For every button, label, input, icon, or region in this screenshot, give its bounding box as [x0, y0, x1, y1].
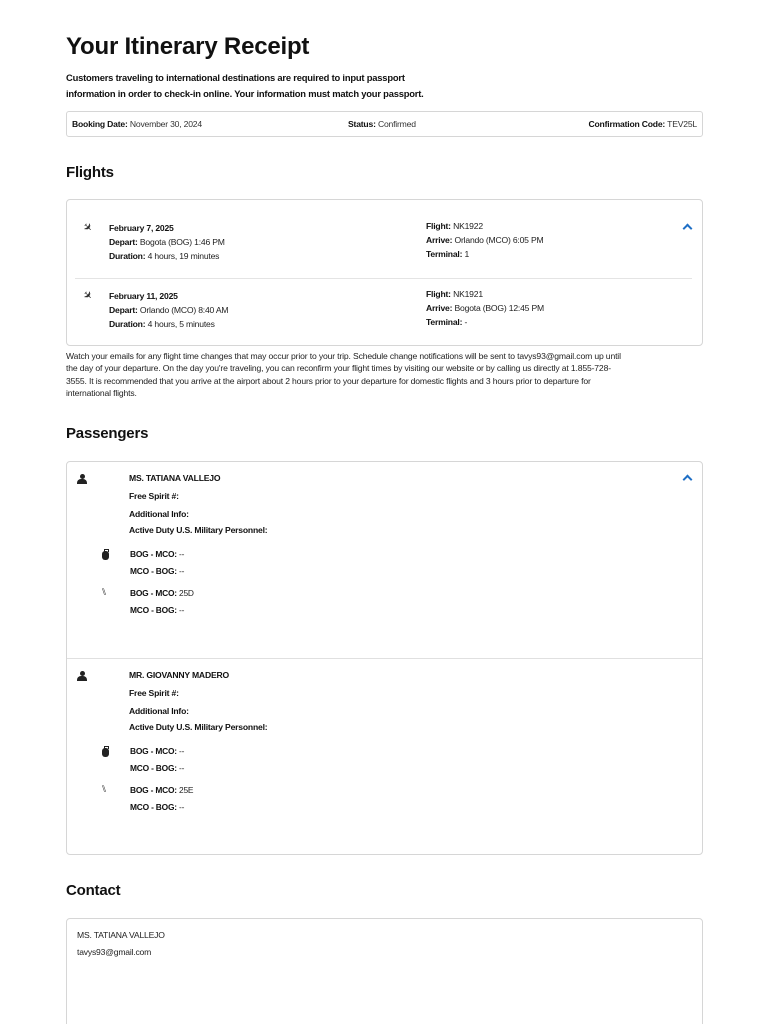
duration-value: 4 hours, 19 minutes	[147, 251, 220, 261]
chevron-up-icon[interactable]	[683, 475, 693, 485]
seat-route-value: --	[179, 605, 185, 615]
booking-summary-bar	[66, 111, 703, 137]
confirmation-code-value: TEV25L	[667, 119, 697, 129]
flight-label: Flight:	[426, 221, 451, 231]
arrive-label: Arrive:	[426, 303, 453, 313]
flight-arrive	[426, 303, 544, 313]
flight-terminal	[426, 249, 469, 259]
seat-route-value: 25E	[179, 785, 194, 795]
duration-label: Duration:	[109, 319, 146, 329]
seat-route-value: --	[179, 802, 185, 812]
depart-label: Depart:	[109, 237, 138, 247]
depart-value: Bogota (BOG) 1:46 PM	[139, 237, 225, 247]
passenger-name: MS. TATIANA VALLEJO	[129, 473, 221, 483]
bag-route-value: --	[179, 746, 185, 756]
seat-route	[130, 588, 194, 598]
flight-divider	[75, 278, 692, 279]
flight-depart	[109, 305, 228, 315]
bag-route-label: BOG - MCO:	[130, 549, 177, 559]
intro-line-1: Customers traveling to international destinations are required to input passport	[66, 72, 405, 83]
terminal-label: Terminal:	[426, 249, 463, 259]
seat-route-label: BOG - MCO:	[130, 588, 177, 598]
flights-card	[66, 199, 703, 346]
terminal-value: 1	[464, 249, 470, 259]
booking-date	[72, 119, 202, 129]
military-label: Active Duty U.S. Military Personnel:	[129, 525, 268, 535]
person-icon	[77, 474, 87, 485]
flight-arrive	[426, 235, 543, 245]
arrive-value: Orlando (MCO) 6:05 PM	[454, 235, 544, 245]
status-label: Status:	[348, 119, 376, 129]
plane-icon: ✈	[79, 288, 95, 304]
seat-route-label: BOG - MCO:	[130, 785, 177, 795]
booking-date-label: Booking Date:	[72, 119, 128, 129]
flight-change-notice	[66, 350, 706, 399]
depart-value: Orlando (MCO) 8:40 AM	[139, 305, 229, 315]
bag-route-value: --	[179, 566, 185, 576]
passengers-card	[66, 461, 703, 855]
plane-icon: ✈	[79, 220, 95, 236]
seat-route	[130, 605, 184, 615]
person-icon	[77, 671, 87, 682]
notice-line: Watch your emails for any flight time changes that may occur prior to your trip. Schedule change notifications will be sent to tavys93@gmail.com up until	[66, 351, 621, 361]
bag-icon	[102, 551, 109, 560]
seat-route	[130, 785, 193, 795]
intro-text	[66, 70, 446, 102]
contact-name: MS. TATIANA VALLEJO	[77, 930, 165, 940]
status-value: Confirmed	[377, 119, 416, 129]
seat-icon: ⑊	[101, 784, 107, 795]
free-spirit-label: Free Spirit #:	[129, 491, 179, 501]
flight-date: February 11, 2025	[109, 291, 178, 301]
free-spirit-label: Free Spirit #:	[129, 688, 179, 698]
terminal-label: Terminal:	[426, 317, 463, 327]
seat-route-value: 25D	[179, 588, 194, 598]
passengers-heading: Passengers	[66, 425, 149, 442]
bag-route-label: MCO - BOG:	[130, 763, 177, 773]
seat-route-label: MCO - BOG:	[130, 605, 177, 615]
contact-email: tavys93@gmail.com	[77, 947, 152, 957]
notice-line: international flights.	[66, 387, 137, 398]
flight-date: February 7, 2025	[109, 223, 174, 233]
notice-line: 3555. It is recommended that you arrive at the airport about 2 hours prior to your departure for domestic flights and 3 hours prior to departure for	[66, 375, 591, 386]
flight-duration	[109, 319, 215, 329]
flight-depart	[109, 237, 225, 247]
arrive-value: Bogota (BOG) 12:45 PM	[454, 303, 544, 313]
bag-route-label: MCO - BOG:	[130, 566, 177, 576]
booking-date-value: November 30, 2024	[129, 119, 202, 129]
page-title: Your Itinerary Receipt	[66, 33, 310, 60]
passenger-name: MR. GIOVANNY MADERO	[129, 670, 229, 680]
flight-terminal	[426, 317, 467, 327]
seat-route	[130, 802, 184, 812]
itinerary-receipt-page	[66, 0, 703, 1024]
contact-card	[66, 918, 703, 1024]
additional-info-label: Additional Info:	[129, 509, 189, 519]
seat-route-label: MCO - BOG:	[130, 802, 177, 812]
flight-value: NK1921	[453, 289, 483, 299]
flight-number	[426, 221, 483, 231]
bag-route	[130, 746, 184, 756]
bag-route-value: --	[179, 763, 185, 773]
terminal-value: -	[464, 317, 468, 327]
passenger-divider	[67, 658, 702, 659]
flights-heading: Flights	[66, 164, 114, 181]
bag-route	[130, 566, 184, 576]
confirmation-code-label: Confirmation Code:	[588, 119, 666, 129]
additional-info-label: Additional Info:	[129, 706, 189, 716]
bag-route	[130, 549, 184, 559]
arrive-label: Arrive:	[426, 235, 453, 245]
duration-value: 4 hours, 5 minutes	[147, 319, 215, 329]
bag-icon	[102, 748, 109, 757]
flight-number	[426, 289, 483, 299]
booking-status	[348, 119, 416, 129]
notice-line: the day of your departure. On the day you're traveling, you can reconfirm your flight times by visiting our website or by calling us directly at 1.855-728-	[66, 363, 611, 374]
chevron-up-icon[interactable]	[683, 224, 693, 234]
flight-duration	[109, 251, 219, 261]
military-label: Active Duty U.S. Military Personnel:	[129, 722, 268, 732]
confirmation-code	[588, 119, 697, 129]
bag-route-label: BOG - MCO:	[130, 746, 177, 756]
intro-line-2: information in order to check-in online. Your information must match your passport.	[66, 88, 424, 99]
contact-heading: Contact	[66, 882, 121, 899]
depart-label: Depart:	[109, 305, 138, 315]
flight-label: Flight:	[426, 289, 451, 299]
bag-route	[130, 763, 184, 773]
flight-value: NK1922	[453, 221, 483, 231]
duration-label: Duration:	[109, 251, 146, 261]
bag-route-value: --	[179, 549, 185, 559]
seat-icon: ⑊	[101, 587, 107, 598]
